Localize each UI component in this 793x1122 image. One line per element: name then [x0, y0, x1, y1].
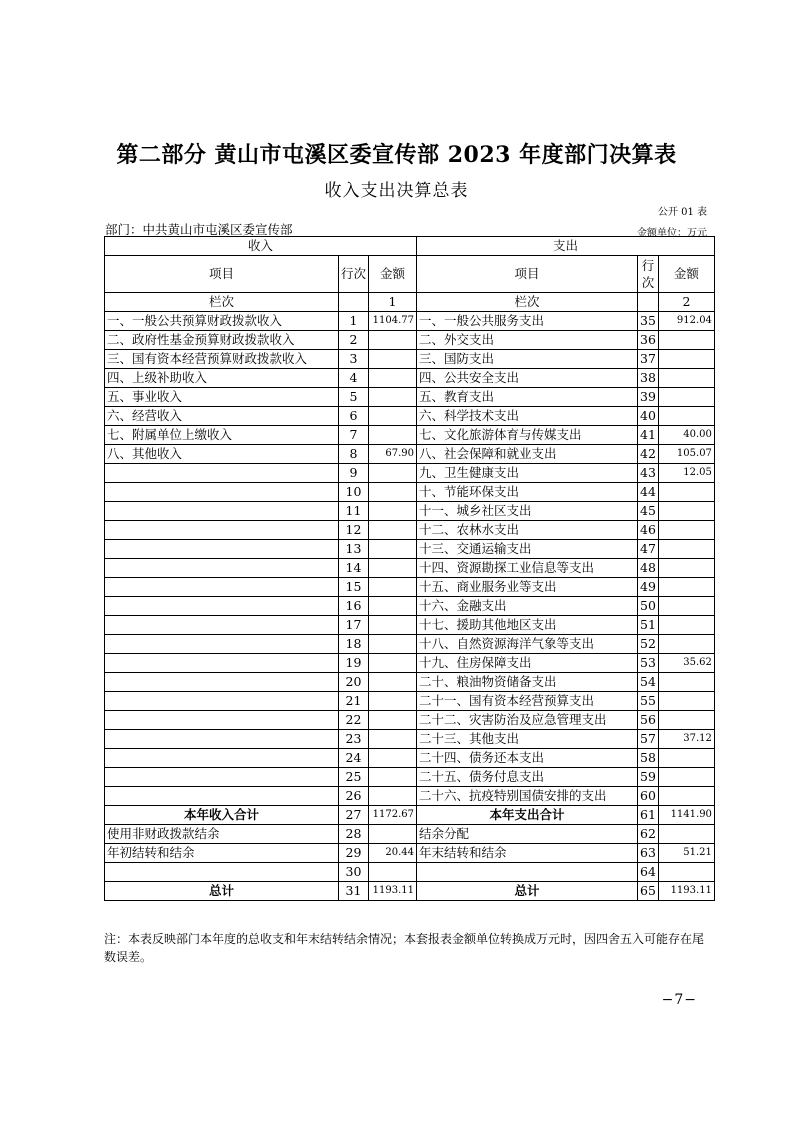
income-line-number: 29	[339, 844, 369, 863]
income-line-number: 5	[339, 388, 369, 407]
table-row	[105, 559, 715, 578]
income-item	[105, 616, 339, 635]
expense-line-number: 56	[638, 711, 659, 730]
expense-amount	[658, 673, 714, 692]
income-item	[105, 711, 339, 730]
table-row	[105, 502, 715, 521]
income-item	[105, 540, 339, 559]
expense-item: 年末结转和结余	[417, 844, 638, 863]
income-item	[105, 730, 339, 749]
income-line-number: 9	[339, 464, 369, 483]
expense-line-number: 54	[638, 673, 659, 692]
income-item: 年初结转和结余	[105, 844, 339, 863]
income-line-number: 14	[339, 559, 369, 578]
expense-line-number: 52	[638, 635, 659, 654]
expense-line-number: 47	[638, 540, 659, 559]
income-item	[105, 521, 339, 540]
table-row	[105, 787, 715, 806]
income-line-number: 12	[339, 521, 369, 540]
income-amount	[369, 559, 417, 578]
income-amount: 20.44	[369, 844, 417, 863]
income-item: 五、事业收入	[105, 388, 339, 407]
table-row	[105, 445, 715, 464]
income-item	[105, 787, 339, 806]
income-amount	[369, 464, 417, 483]
expense-amount	[658, 540, 714, 559]
table-row	[105, 483, 715, 502]
income-line-number: 8	[339, 445, 369, 464]
income-item	[105, 749, 339, 768]
table-row	[105, 825, 715, 844]
expense-line-number: 37	[638, 350, 659, 369]
income-line-number: 26	[339, 787, 369, 806]
expense-amount: 40.00	[658, 426, 714, 445]
table-row	[105, 692, 715, 711]
expense-line-number: 46	[638, 521, 659, 540]
expense-line-number: 64	[638, 863, 659, 882]
expense-amount	[658, 749, 714, 768]
income-amount	[369, 578, 417, 597]
expense-amount: 1141.90	[658, 806, 714, 825]
income-item	[105, 483, 339, 502]
income-amount	[369, 749, 417, 768]
expense-line-number: 48	[638, 559, 659, 578]
income-amount	[369, 426, 417, 445]
table-row	[105, 426, 715, 445]
income-amount: 1193.11	[369, 882, 417, 901]
expense-item: 三、国防支出	[417, 350, 638, 369]
income-amount	[369, 540, 417, 559]
income-line-number: 27	[339, 806, 369, 825]
expense-amount	[658, 787, 714, 806]
expense-line-number: 45	[638, 502, 659, 521]
income-amount	[369, 407, 417, 426]
income-line-number: 30	[339, 863, 369, 882]
expense-line-number: 58	[638, 749, 659, 768]
income-line-number: 15	[339, 578, 369, 597]
expense-line-number: 62	[638, 825, 659, 844]
income-amount	[369, 483, 417, 502]
expense-line-number: 59	[638, 768, 659, 787]
expense-amount	[658, 521, 714, 540]
expense-line-number: 44	[638, 483, 659, 502]
income-column-label: 栏次	[105, 293, 339, 312]
income-line-number: 28	[339, 825, 369, 844]
expense-item: 二十、粮油物资储备支出	[417, 673, 638, 692]
income-line-number: 4	[339, 369, 369, 388]
income-amount	[369, 730, 417, 749]
expense-amount	[658, 578, 714, 597]
expense-item: 七、文化旅游体育与传媒支出	[417, 426, 638, 445]
expense-item: 四、公共安全支出	[417, 369, 638, 388]
income-amount	[369, 521, 417, 540]
table-row	[105, 635, 715, 654]
table-subtitle: 收入支出决算总表	[324, 181, 469, 201]
income-item: 二、政府性基金预算财政拨款收入	[105, 331, 339, 350]
income-amount	[369, 863, 417, 882]
expense-line-number: 65	[638, 882, 659, 901]
expense-item: 二十一、国有资本经营预算支出	[417, 692, 638, 711]
income-item: 一、一般公共预算财政拨款收入	[105, 312, 339, 331]
expense-item: 总计	[417, 882, 638, 901]
expense-line-number: 50	[638, 597, 659, 616]
expense-item: 本年支出合计	[417, 806, 638, 825]
expense-item: 十一、城乡社区支出	[417, 502, 638, 521]
income-item	[105, 597, 339, 616]
expense-amount	[658, 407, 714, 426]
income-amount: 1172.67	[369, 806, 417, 825]
income-line-number: 17	[339, 616, 369, 635]
expense-amount	[658, 635, 714, 654]
expense-amount	[658, 559, 714, 578]
table-row	[105, 844, 715, 863]
expense-header: 支出	[417, 237, 715, 256]
income-line-number: 11	[339, 502, 369, 521]
income-item	[105, 863, 339, 882]
table-row	[105, 540, 715, 559]
income-item: 六、经营收入	[105, 407, 339, 426]
income-amount: 67.90	[369, 445, 417, 464]
income-line-number: 2	[339, 331, 369, 350]
expense-line-number: 35	[638, 312, 659, 331]
table-row	[105, 749, 715, 768]
table-row	[105, 350, 715, 369]
income-amount	[369, 635, 417, 654]
table-row	[105, 768, 715, 787]
expense-line-number: 39	[638, 388, 659, 407]
expense-item: 二十五、债务付息支出	[417, 768, 638, 787]
expense-line-number: 51	[638, 616, 659, 635]
table-row	[105, 863, 715, 882]
income-amount: 1104.77	[369, 312, 417, 331]
expense-amount: 37.12	[658, 730, 714, 749]
expense-amount	[658, 597, 714, 616]
expense-column-number: 2	[658, 293, 714, 312]
expense-item: 九、卫生健康支出	[417, 464, 638, 483]
expense-amount	[658, 768, 714, 787]
income-line-number: 18	[339, 635, 369, 654]
expense-amount: 12.05	[658, 464, 714, 483]
expense-item: 十四、资源勘探工业信息等支出	[417, 559, 638, 578]
page-title: 第二部分 黄山市屯溪区委宣传部 2023 年度部门决算表	[116, 142, 677, 168]
expense-line-number: 63	[638, 844, 659, 863]
income-amount	[369, 825, 417, 844]
expense-amount: 912.04	[658, 312, 714, 331]
income-item	[105, 578, 339, 597]
income-amount	[369, 711, 417, 730]
table-row	[105, 369, 715, 388]
income-line-number: 3	[339, 350, 369, 369]
table-row	[105, 464, 715, 483]
table-row	[105, 578, 715, 597]
expense-item: 二十四、债务还本支出	[417, 749, 638, 768]
empty-cell	[638, 293, 659, 312]
expense-line-number: 55	[638, 692, 659, 711]
expense-item: 十三、交通运输支出	[417, 540, 638, 559]
income-line-number: 7	[339, 426, 369, 445]
table-row	[105, 312, 715, 331]
income-item	[105, 692, 339, 711]
expense-line-number: 49	[638, 578, 659, 597]
expense-amount	[658, 331, 714, 350]
income-item: 八、其他收入	[105, 445, 339, 464]
income-line-number: 24	[339, 749, 369, 768]
expense-item: 二十六、抗疫特别国债安排的支出	[417, 787, 638, 806]
income-line-number: 23	[339, 730, 369, 749]
expense-item-header: 项目	[417, 256, 638, 293]
column-header-row	[105, 256, 715, 293]
expense-line-number: 57	[638, 730, 659, 749]
income-line-number: 1	[339, 312, 369, 331]
income-line-number: 10	[339, 483, 369, 502]
table-row	[105, 616, 715, 635]
income-line-number: 13	[339, 540, 369, 559]
expense-amount	[658, 692, 714, 711]
expense-amount	[658, 483, 714, 502]
table-note: 注：本表反映部门本年度的总收支和年末结转结余情况；本套报表金额单位转换成万元时，因四舍五入可能存在尾数误差。	[104, 932, 705, 964]
income-amount	[369, 597, 417, 616]
income-item	[105, 559, 339, 578]
total-row	[105, 882, 715, 901]
income-amount	[369, 654, 417, 673]
income-amount	[369, 388, 417, 407]
expense-item: 五、教育支出	[417, 388, 638, 407]
expense-line-header: 行次	[638, 256, 659, 293]
expense-item: 十九、住房保障支出	[417, 654, 638, 673]
expense-amount: 105.07	[658, 445, 714, 464]
table-row	[105, 331, 715, 350]
income-amount	[369, 350, 417, 369]
expense-amount	[658, 502, 714, 521]
income-amount-header: 金额	[369, 256, 417, 293]
table-row	[105, 711, 715, 730]
expense-line-number: 40	[638, 407, 659, 426]
expense-amount	[658, 863, 714, 882]
expense-item: 十六、金融支出	[417, 597, 638, 616]
income-line-number: 19	[339, 654, 369, 673]
income-item	[105, 464, 339, 483]
expense-line-number: 61	[638, 806, 659, 825]
income-item	[105, 502, 339, 521]
section-header-row	[105, 237, 715, 256]
income-amount	[369, 692, 417, 711]
income-amount	[369, 369, 417, 388]
income-column-number: 1	[369, 293, 417, 312]
table-row	[105, 521, 715, 540]
expense-amount-header: 金额	[658, 256, 714, 293]
income-item: 使用非财政拨款结余	[105, 825, 339, 844]
income-amount	[369, 616, 417, 635]
expense-item	[417, 863, 638, 882]
expense-column-label: 栏次	[417, 293, 638, 312]
income-item	[105, 768, 339, 787]
table-row	[105, 388, 715, 407]
expense-amount: 35.62	[658, 654, 714, 673]
expense-item: 十、节能环保支出	[417, 483, 638, 502]
income-item: 总计	[105, 882, 339, 901]
expense-item: 十八、自然资源海洋气象等支出	[417, 635, 638, 654]
income-line-number: 31	[339, 882, 369, 901]
income-item: 本年收入合计	[105, 806, 339, 825]
table-row	[105, 407, 715, 426]
expense-line-number: 41	[638, 426, 659, 445]
expense-amount	[658, 825, 714, 844]
income-item	[105, 635, 339, 654]
amount-unit: 金额单位：万元	[637, 228, 707, 239]
subtotal-row	[105, 806, 715, 825]
expense-item: 十二、农林水支出	[417, 521, 638, 540]
income-item: 三、国有资本经营预算财政拨款收入	[105, 350, 339, 369]
income-item: 四、上级补助收入	[105, 369, 339, 388]
income-line-number: 16	[339, 597, 369, 616]
expense-line-number: 60	[638, 787, 659, 806]
income-line-number: 22	[339, 711, 369, 730]
expense-line-number: 42	[638, 445, 659, 464]
income-expense-table	[104, 236, 715, 901]
expense-item: 十七、援助其他地区支出	[417, 616, 638, 635]
form-code: 公开 01 表	[657, 207, 707, 218]
expense-line-number: 53	[638, 654, 659, 673]
expense-item: 二十二、灾害防治及应急管理支出	[417, 711, 638, 730]
income-amount	[369, 768, 417, 787]
empty-cell	[339, 293, 369, 312]
table-row	[105, 673, 715, 692]
income-line-number: 6	[339, 407, 369, 426]
department-label: 部门：中共黄山市屯溪区委宣传部	[105, 222, 293, 237]
income-item	[105, 673, 339, 692]
income-line-header: 行次	[339, 256, 369, 293]
expense-line-number: 36	[638, 331, 659, 350]
expense-amount	[658, 616, 714, 635]
income-amount	[369, 673, 417, 692]
expense-amount: 51.21	[658, 844, 714, 863]
expense-item: 二、外交支出	[417, 331, 638, 350]
expense-amount	[658, 350, 714, 369]
expense-item: 十五、商业服务业等支出	[417, 578, 638, 597]
expense-item: 二十三、其他支出	[417, 730, 638, 749]
income-line-number: 25	[339, 768, 369, 787]
income-line-number: 20	[339, 673, 369, 692]
expense-item: 一、一般公共服务支出	[417, 312, 638, 331]
income-amount	[369, 787, 417, 806]
expense-amount: 1193.11	[658, 882, 714, 901]
expense-amount	[658, 388, 714, 407]
income-item-header: 项目	[105, 256, 339, 293]
income-item: 七、附属单位上缴收入	[105, 426, 339, 445]
table-row	[105, 730, 715, 749]
income-amount	[369, 502, 417, 521]
income-item	[105, 654, 339, 673]
income-line-number: 21	[339, 692, 369, 711]
income-header: 收入	[105, 237, 417, 256]
page-number: −7−	[661, 992, 697, 1008]
table-row	[105, 597, 715, 616]
expense-amount	[658, 369, 714, 388]
expense-line-number: 43	[638, 464, 659, 483]
column-number-row	[105, 293, 715, 312]
expense-amount	[658, 711, 714, 730]
income-amount	[369, 331, 417, 350]
expense-item: 六、科学技术支出	[417, 407, 638, 426]
expense-item: 结余分配	[417, 825, 638, 844]
table-row	[105, 654, 715, 673]
expense-line-number: 38	[638, 369, 659, 388]
expense-item: 八、社会保障和就业支出	[417, 445, 638, 464]
